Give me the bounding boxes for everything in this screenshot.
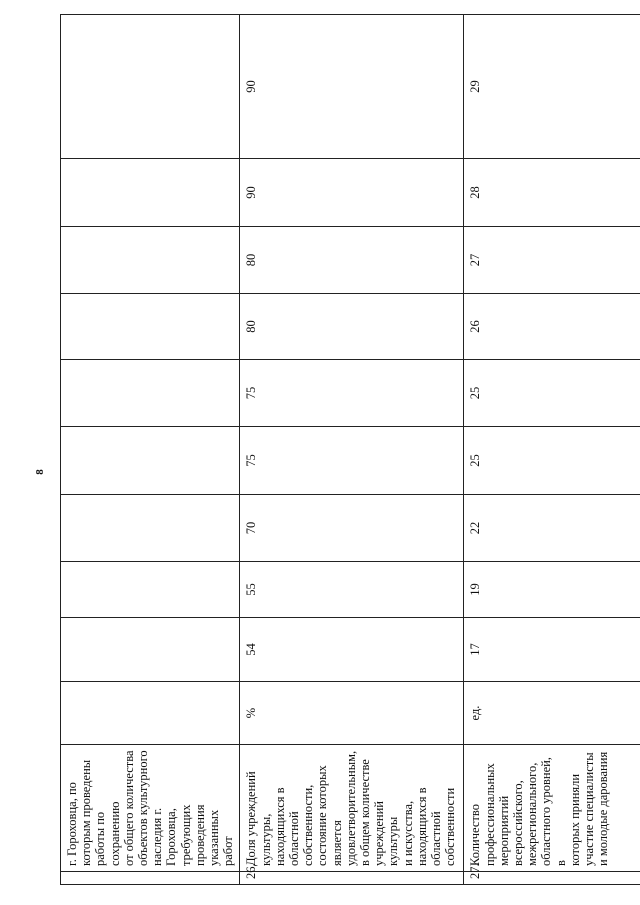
table-row: [240, 15, 464, 885]
value-cell: [61, 495, 240, 562]
value-cell: 26: [464, 294, 640, 360]
indicators-table: [60, 14, 640, 885]
value-cell: 55: [240, 562, 464, 618]
value-cell: 75: [240, 427, 464, 495]
unit-cell: ед.: [464, 682, 640, 745]
value-cell: 54: [240, 618, 464, 682]
value-cell: [61, 159, 240, 227]
value-cell: 17: [464, 618, 640, 682]
indicator-description: г. Гороховца, по которым проведены работы по сохранению от общего количества объектов культурного наследия г. Гороховца, требующих проведения указанных работ: [61, 745, 240, 872]
value-cell: 28: [464, 159, 640, 227]
value-cell: [61, 227, 240, 294]
value-cell: [61, 294, 240, 360]
table-row: [61, 15, 240, 885]
value-cell: 90: [240, 159, 464, 227]
value-cell: 80: [240, 227, 464, 294]
value-cell: 19: [464, 562, 640, 618]
row-number: 26.: [240, 872, 464, 885]
table-row: [464, 15, 640, 885]
value-cell: 22: [464, 495, 640, 562]
row-number: [61, 872, 240, 885]
unit-cell: %: [240, 682, 464, 745]
value-cell: [61, 562, 240, 618]
rotated-table-container: [60, 15, 636, 885]
value-cell: 70: [240, 495, 464, 562]
value-cell: 25: [464, 360, 640, 427]
unit-cell: [61, 682, 240, 745]
value-cell: [61, 360, 240, 427]
value-cell: 80: [240, 294, 464, 360]
value-cell: 27: [464, 227, 640, 294]
value-cell: 90: [240, 15, 464, 159]
value-cell: [61, 15, 240, 159]
value-cell: [61, 427, 240, 495]
indicator-description: Количество профессиональных мероприятий всероссийского, межрегионального, областного уровней, в которых приняли участие специалисты и молодые дарования: [464, 745, 640, 872]
page-number: 8: [34, 469, 46, 475]
value-cell: 29: [464, 15, 640, 159]
row-number: 27.: [464, 872, 640, 885]
value-cell: [61, 618, 240, 682]
value-cell: 75: [240, 360, 464, 427]
value-cell: 25: [464, 427, 640, 495]
indicator-description: Доля учреждений культуры, находящихся в областной собственности, состояние которых является удовлетворительным, в общем количестве учреждений культуры и искусства, находящихся в областной собственности: [240, 745, 464, 872]
